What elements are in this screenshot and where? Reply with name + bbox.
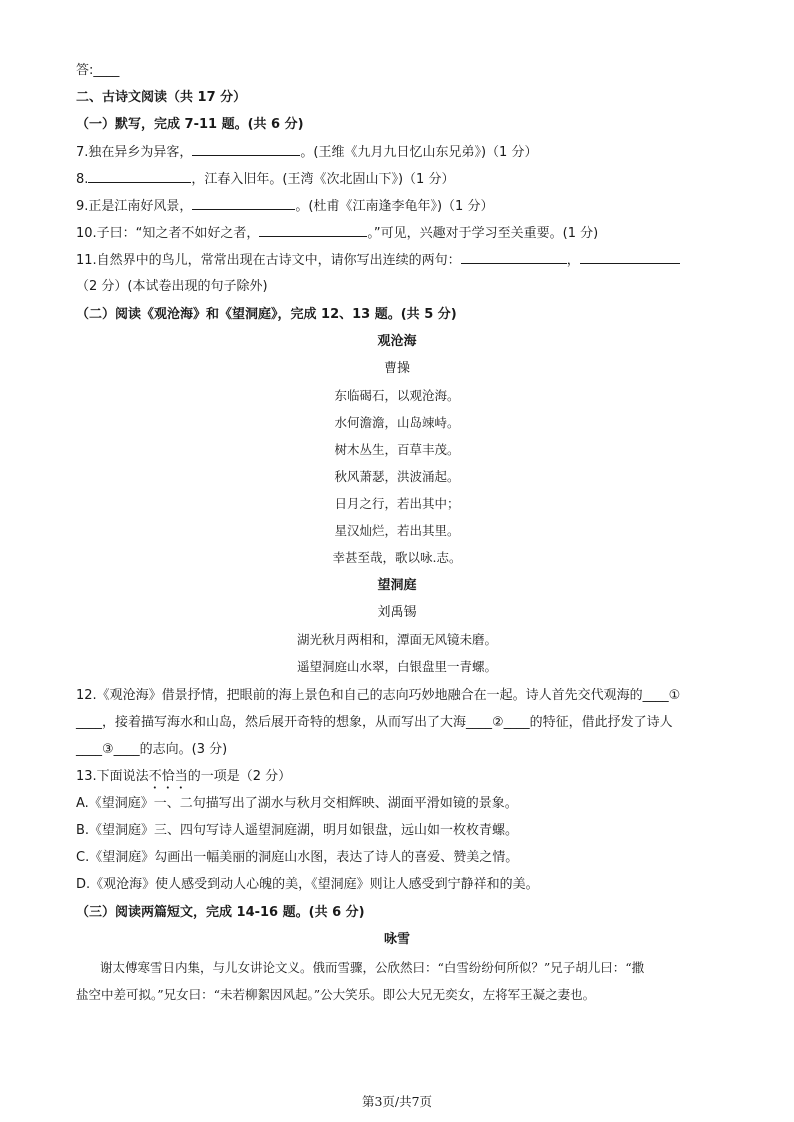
- poem-2-author: 刘禹锡: [377, 605, 417, 620]
- poem-1-line: 日月之行，若出其中；: [334, 496, 460, 511]
- question-10: [76, 224, 598, 243]
- poem-1-line: 东临碣石，以观沧海。: [334, 388, 460, 403]
- part-2-heading: （二）阅读《观沧海》和《望洞庭》，完成 12、13 题。(共 5 分): [76, 307, 457, 322]
- question-10-prefix: 10.子曰：“知之者不如好之者，: [76, 226, 260, 241]
- question-10-answer-blank[interactable]: [259, 224, 367, 237]
- poem-1-line: 幸甚至哉，歌以咏.志。: [332, 550, 462, 565]
- question-8-answer-blank[interactable]: [88, 170, 191, 183]
- question-13-option-b[interactable]: B.《望洞庭》三、四句写诗人遥望洞庭湖，明月如银盘，远山如一枚枚青螺。: [76, 823, 519, 838]
- question-11: [76, 251, 680, 270]
- text-1-paragraph-line-2: 盐空中差可拟。”兄女曰：“未若柳絮因风起。”公大笑乐。即公大兄无奕女，左将军王凝之妻也。: [76, 987, 596, 1002]
- question-13-emphasis: 不恰当: [148, 769, 188, 784]
- question-11-blank-1[interactable]: [461, 251, 567, 264]
- section-2-title: 二、古诗文阅读（共 17 分）: [76, 90, 247, 105]
- question-9-source: 。(杜甫《江南逢李龟年》)（1 分）: [295, 199, 494, 214]
- poem-2-line: 湖光秋月两相和，潭面无风镜未磨。: [296, 632, 497, 647]
- poem-2-title: 望洞庭: [377, 578, 417, 593]
- text-1-paragraph-line-1: 谢太傅寒雪日内集，与儿女讲论文义。俄而雪骤，公欣然曰：“白雪纷纷何所似？”兄子胡儿曰：“撒: [100, 960, 645, 975]
- text-1-title: 咏雪: [383, 932, 410, 947]
- poem-1-title: 观沧海: [377, 334, 417, 349]
- question-8: [76, 170, 454, 189]
- question-13-suffix: 的一项是（2 分）: [187, 769, 292, 784]
- question-13-option-d[interactable]: D.《观沧海》使人感受到动人心魄的美，《望洞庭》则让人感受到宁静祥和的美。: [76, 877, 539, 892]
- poem-2-line: 遥望洞庭山水翠，白银盘里一青螺。: [296, 659, 497, 674]
- question-13-prefix: 13.下面说法: [76, 769, 149, 784]
- question-13-option-c[interactable]: C.《望洞庭》勾画出一幅美丽的洞庭山水图，表达了诗人的喜爱、赞美之情。: [76, 850, 519, 865]
- poem-1-line: 树木丛生，百草丰茂。: [334, 442, 460, 457]
- question-7-answer-blank[interactable]: [192, 143, 300, 156]
- question-13: [76, 768, 291, 792]
- question-13-option-a[interactable]: A.《望洞庭》一、二句描写出了湖水与秋月交相辉映、湖面平滑如镜的景象。: [76, 796, 518, 811]
- poem-1-author: 曹操: [383, 361, 410, 376]
- question-7: [76, 143, 537, 162]
- answer-line: 答:____: [76, 63, 120, 78]
- question-12-line-3: ____③____的志向。(3 分): [76, 742, 228, 757]
- page-number: 第3页/共7页: [361, 1094, 433, 1109]
- question-12-line-1: 12.《观沧海》借景抒情，把眼前的海上景色和自己的志向巧妙地融合在一起。诗人首先交代观海的____①: [76, 688, 681, 703]
- question-9-answer-blank[interactable]: [192, 197, 295, 210]
- question-8-prefix: 8.: [76, 172, 89, 187]
- question-8-source: ，江春入旧年。(王湾《次北固山下》)（1 分）: [191, 172, 455, 187]
- poem-1-line: 秋风萧瑟，洪波涌起。: [334, 469, 460, 484]
- question-10-suffix: 。”可见，兴趣对于学习至关重要。(1 分): [367, 226, 599, 241]
- question-7-source: 。(王维《九月九日忆山东兄弟》)（1 分）: [300, 145, 538, 160]
- question-11-prefix: 11.自然界中的鸟儿，常常出现在古诗文中，请你写出连续的两句：: [76, 253, 461, 268]
- question-11-note: （2 分）(本试卷出现的句子除外): [76, 279, 268, 294]
- question-11-blank-2[interactable]: [580, 251, 680, 264]
- poem-1-line: 水何澹澹，山岛竦峙。: [334, 415, 460, 430]
- question-9-prefix: 9.正是江南好风景，: [76, 199, 193, 214]
- part-1-heading: （一）默写，完成 7-11 题。(共 6 分): [76, 117, 304, 132]
- part-3-heading: （三）阅读两篇短文，完成 14-16 题。(共 6 分): [76, 905, 365, 920]
- question-12-line-2: ____，接着描写海水和山岛，然后展开奇特的想象，从而写出了大海____②____的特征，借此抒发了诗人: [76, 715, 673, 730]
- question-7-prefix: 7.独在异乡为异客，: [76, 145, 193, 160]
- question-11-separator: ，: [566, 253, 580, 268]
- poem-1-line: 星汉灿烂，若出其里。: [334, 523, 460, 538]
- question-9: [76, 197, 493, 216]
